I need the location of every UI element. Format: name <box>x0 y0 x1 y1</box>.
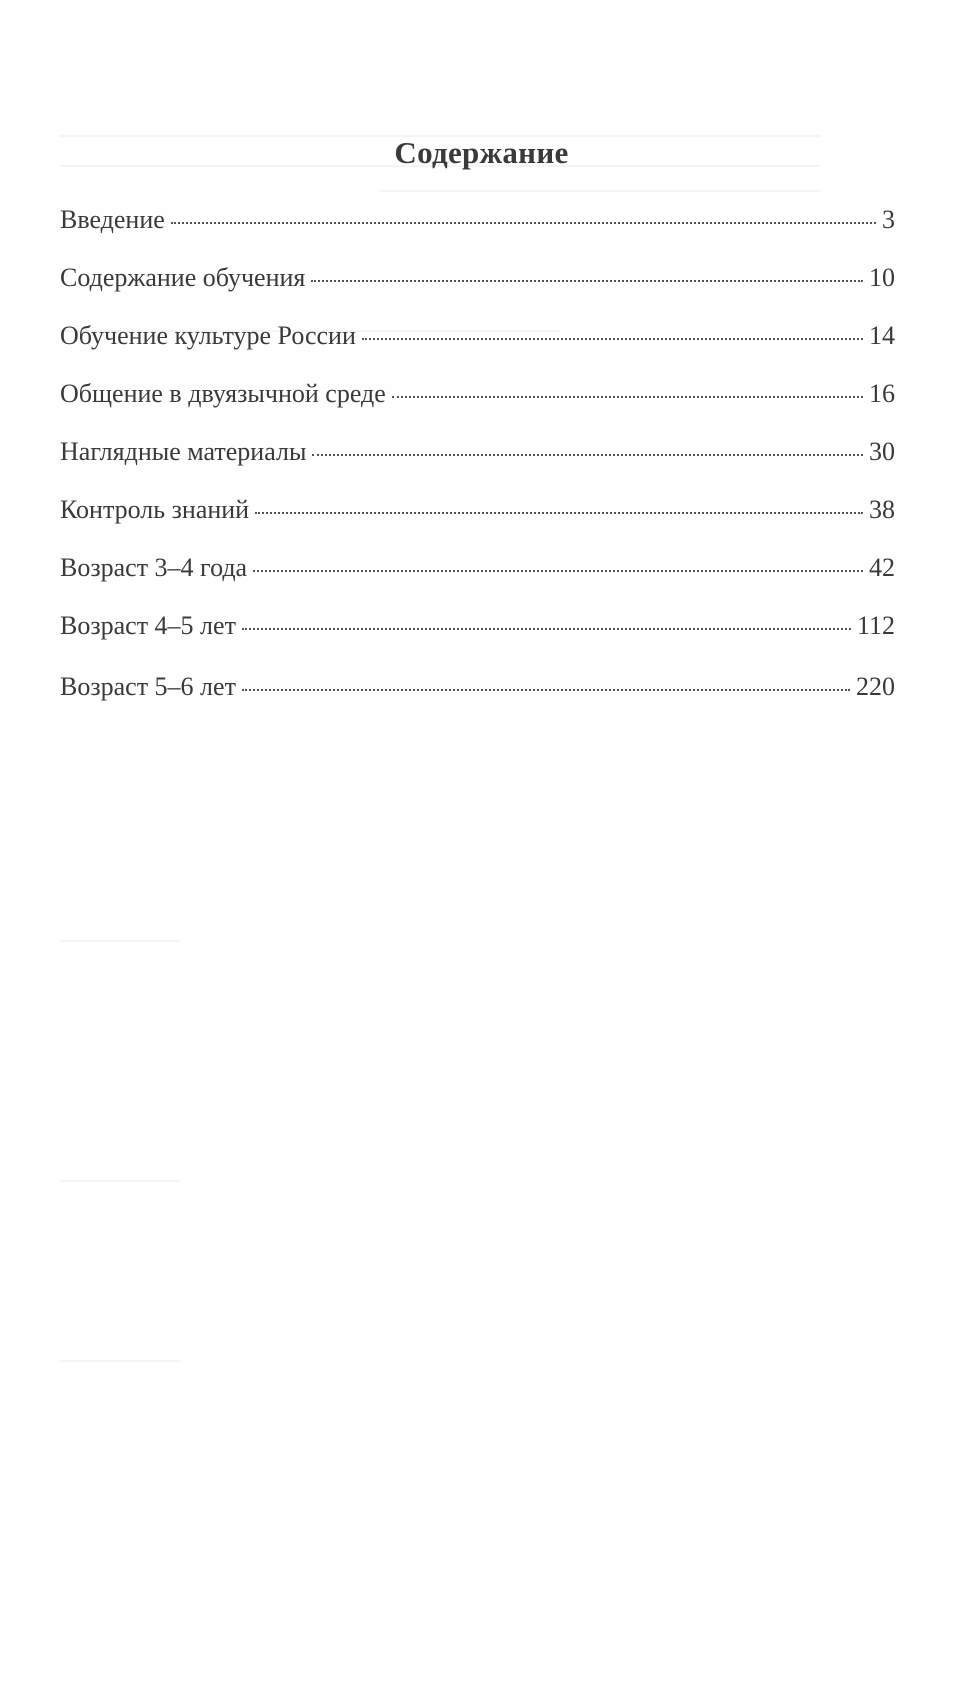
bleed-through-line <box>60 1180 180 1182</box>
dot-leader <box>242 689 850 691</box>
dot-leader <box>255 512 863 514</box>
toc-entry[interactable] <box>60 437 895 495</box>
toc-entry-page: 42 <box>869 553 895 582</box>
toc-entry[interactable] <box>60 611 895 672</box>
toc-entry[interactable] <box>60 263 895 321</box>
dot-leader <box>312 454 863 456</box>
toc-entry-page: 3 <box>882 205 895 234</box>
bleed-through-line <box>380 190 820 192</box>
toc-entry-page: 14 <box>869 321 895 350</box>
toc-entry-label: Возраст 3–4 года <box>60 553 248 582</box>
toc-entry[interactable] <box>60 379 895 437</box>
dot-leader <box>242 628 851 630</box>
toc-entry[interactable] <box>60 205 895 263</box>
toc-entry-label: Возраст 4–5 лет <box>60 611 236 640</box>
toc-entry[interactable] <box>60 321 895 379</box>
toc-entry[interactable] <box>60 672 895 730</box>
dot-leader <box>311 280 863 282</box>
dot-leader <box>171 222 876 224</box>
toc-entry[interactable] <box>60 553 895 611</box>
toc-entry-label: Введение <box>60 205 165 234</box>
bleed-through-line <box>60 940 180 942</box>
dot-leader <box>253 570 863 572</box>
toc-entry-label: Наглядные материалы <box>60 437 307 466</box>
table-of-contents <box>60 205 895 730</box>
toc-entry-label: Общение в двуязычной среде <box>60 379 386 408</box>
toc-entry-page: 16 <box>869 379 895 408</box>
toc-entry-label: Содержание обучения <box>60 263 306 292</box>
toc-entry-page: 112 <box>856 611 895 640</box>
page-title: Содержание <box>394 134 569 170</box>
toc-entry-page: 10 <box>869 263 895 292</box>
toc-entry-page: 38 <box>869 495 895 524</box>
toc-entry[interactable] <box>60 495 895 553</box>
toc-entry-label: Обучение культуре России <box>60 321 356 350</box>
dot-leader <box>362 338 863 340</box>
dot-leader <box>392 396 863 398</box>
bleed-through-line <box>60 1360 180 1362</box>
toc-entry-page: 220 <box>856 672 895 701</box>
toc-entry-label: Возраст 5–6 лет <box>60 672 236 701</box>
toc-entry-label: Контроль знаний <box>60 495 250 524</box>
toc-entry-page: 30 <box>869 437 895 466</box>
